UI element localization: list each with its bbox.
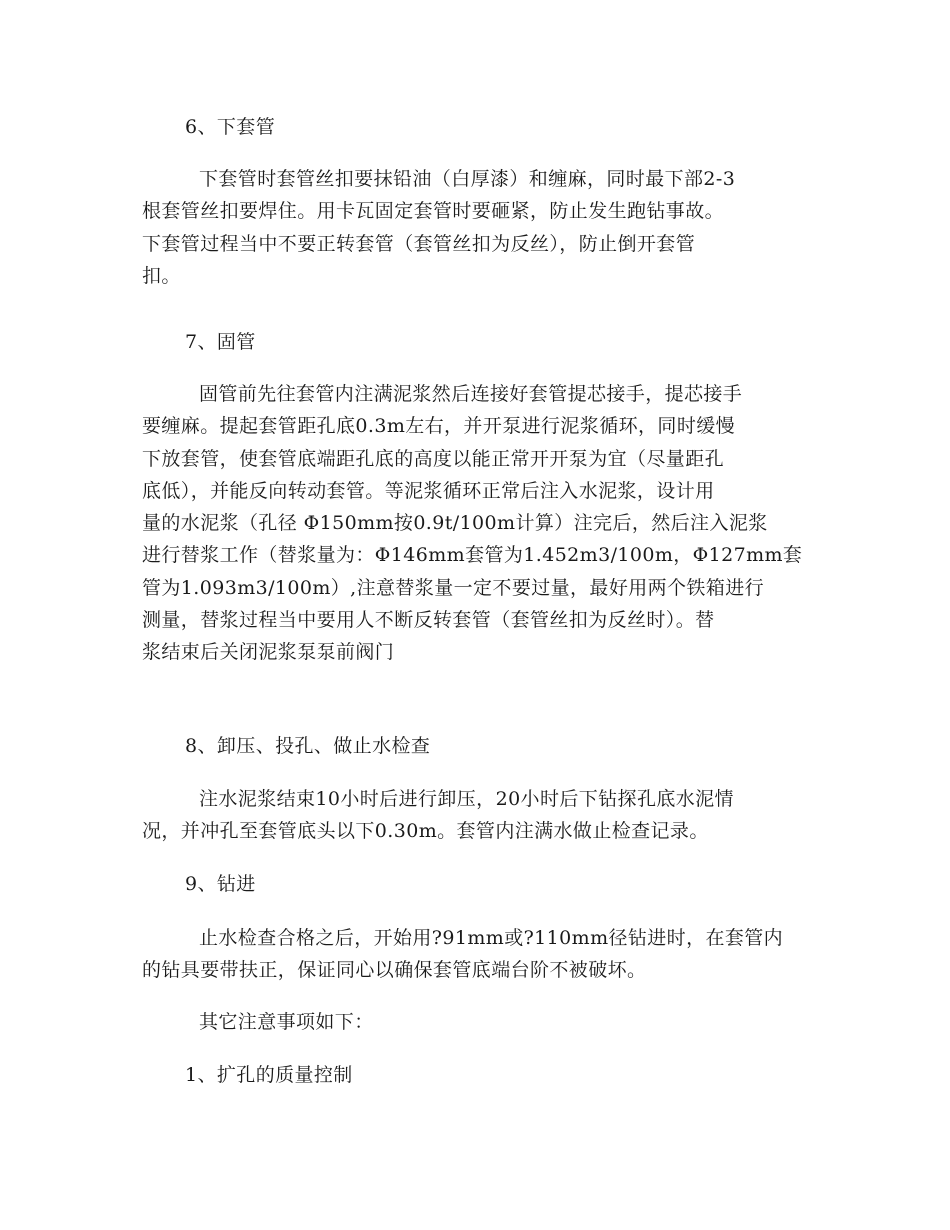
text-line: 量的水泥浆（孔径 Φ150mm按0.9t/100m计算）注完后，然后注入泥浆 bbox=[142, 512, 768, 535]
section-7-heading: 7、固管 bbox=[185, 331, 256, 353]
text-line: 下套管过程当中不要正转套管（套管丝扣为反丝），防止倒开套管 bbox=[142, 232, 696, 255]
text-line: 测量，替浆过程当中要用人不断反转套管（套管丝扣为反丝时）。替 bbox=[142, 609, 715, 632]
text-line: 下放套管，使套管底端距孔底的高度以能正常开开泵为宜（尽量距孔 bbox=[142, 447, 725, 470]
text-line: 下套管时套管丝扣要抹铅油（白厚漆）和缠麻，同时最下部2-3 bbox=[199, 168, 736, 190]
section-6-paragraph bbox=[142, 163, 814, 292]
text-line: 止水检查合格之后，开始用?91mm或?110mm径钻进时，在套管内 bbox=[199, 927, 784, 949]
section-9-heading: 9、钻进 bbox=[185, 873, 256, 895]
text-line: 况，并冲孔至套管底头以下0.30m。套管内注满水做止检查记录。 bbox=[142, 820, 709, 843]
section-9-paragraph bbox=[142, 922, 814, 987]
section-8-heading: 8、卸压、投孔、做止水检查 bbox=[185, 735, 431, 757]
text-line: 浆结束后关闭泥浆泵泵前阀门 bbox=[142, 641, 395, 664]
text-line: 要缠麻。提起套管距孔底0.3m左右，并开泵进行泥浆循环，同时缓慢 bbox=[142, 415, 736, 438]
text-line: 底低），并能反向转动套管。等泥浆循环正常后注入水泥浆，设计用 bbox=[142, 479, 715, 502]
text-line: 根套管丝扣要焊住。用卡瓦固定套管时要砸紧，防止发生跑钻事故。 bbox=[142, 200, 725, 223]
section-7-paragraph bbox=[142, 378, 814, 669]
section-6-heading: 6、下套管 bbox=[185, 116, 276, 138]
section-8-paragraph bbox=[142, 783, 814, 848]
text-line: 固管前先往套管内注满泥浆然后连接好套管提芯接手，提芯接手 bbox=[199, 383, 743, 405]
text-line: 管为1.093m3/100m）,注意替浆量一定不要过量，最好用两个铁箱进行 bbox=[142, 576, 765, 599]
other-notes-intro: 其它注意事项如下： bbox=[199, 1011, 374, 1033]
text-line: 进行替浆工作（替浆量为：Φ146mm套管为1.452m3/100m，Φ127mm套 bbox=[142, 544, 803, 567]
text-line: 扣。 bbox=[142, 264, 181, 287]
other-notes-item-1: 1、扩孔的质量控制 bbox=[185, 1064, 353, 1086]
text-line: 注水泥浆结束10小时后进行卸压，20小时后下钻探孔底水泥情 bbox=[199, 788, 734, 810]
text-line: 的钻具要带扶正，保证同心以确保套管底端台阶不被破坏。 bbox=[142, 959, 647, 982]
